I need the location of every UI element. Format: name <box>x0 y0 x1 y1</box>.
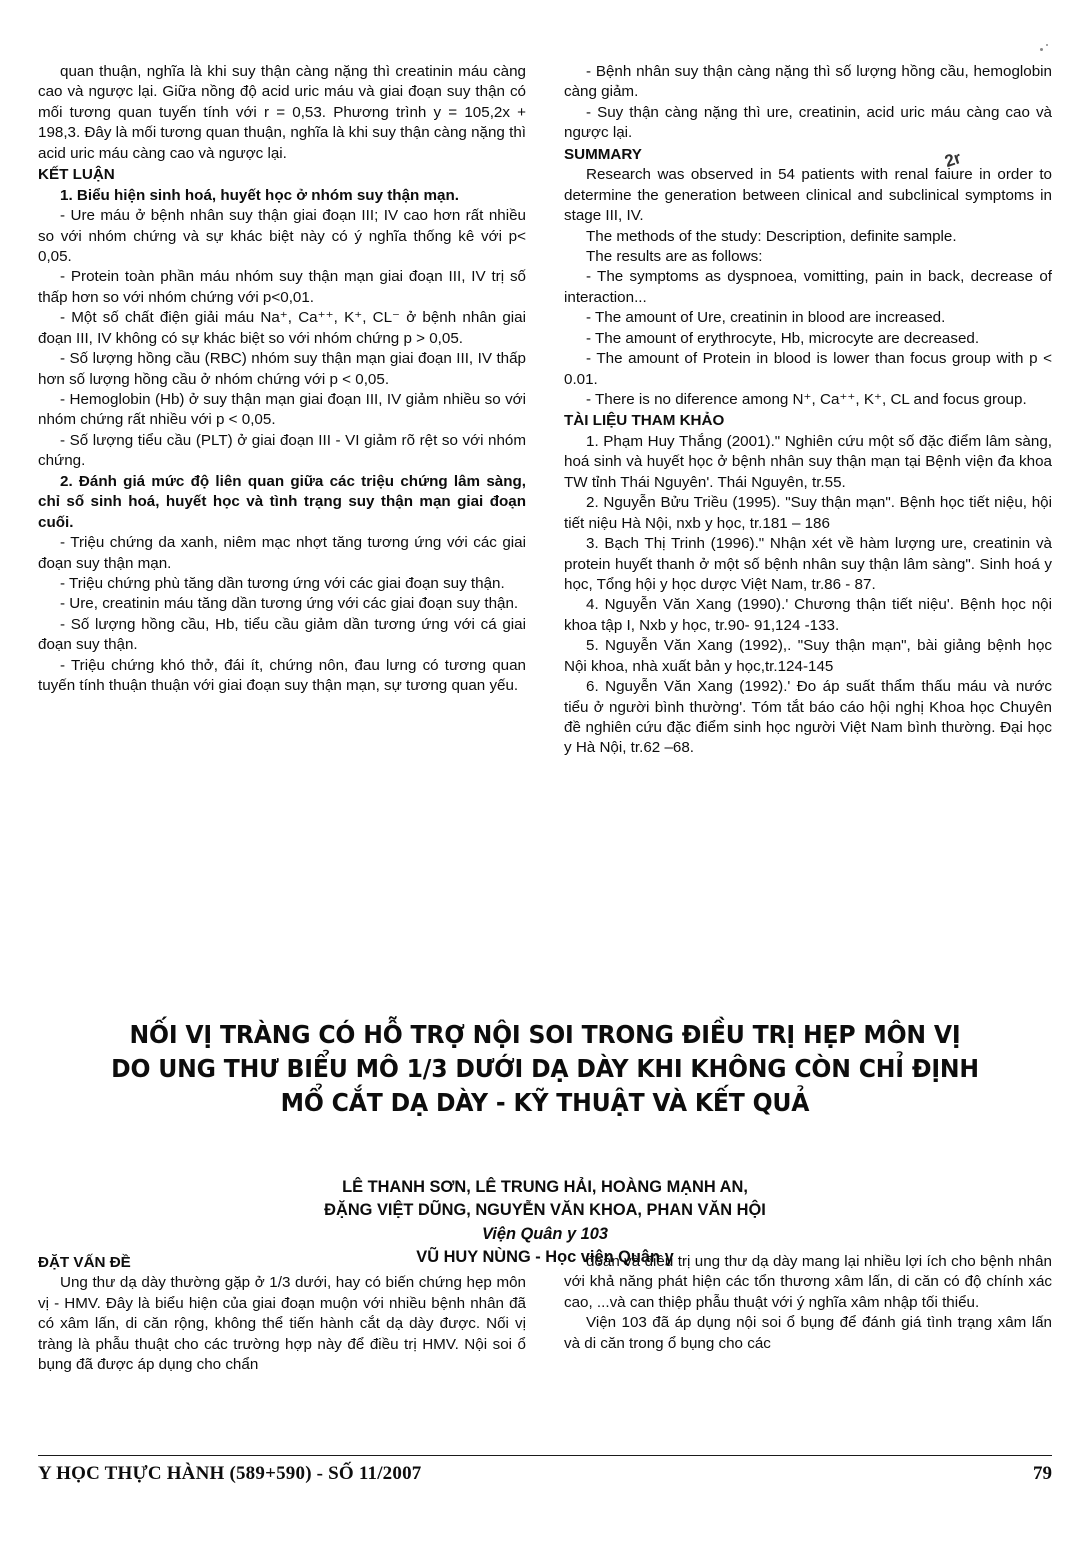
article-title-line-2: DO UNG THƯ BIỂU MÔ 1/3 DƯỚI DẠ DÀY KHI KHÔNG CÒN CHỈ ĐỊNH <box>111 1053 979 1083</box>
reference-item: 1. Phạm Huy Thắng (2001)." Nghiên cứu một số đặc điểm lâm sàng, hoá sinh và huyết học ở bệnh nhân suy thận mạn tại Bệnh viện đa khoa TW tỉnh Thái Nguyên'. Thái Nguyên, tr.55. <box>564 432 1052 491</box>
reference-item: 5. Nguyễn Văn Xang (1992),. "Suy thận mạn", bài giảng bệnh học Nội khoa, nhà xuất bản y học,tr.124-145 <box>564 637 1052 675</box>
page-footer <box>38 1463 1052 1485</box>
handwritten-mark: 2r <box>942 148 964 172</box>
page-number: 79 <box>1033 1463 1052 1484</box>
list-item: - Protein toàn phần máu nhóm suy thận mạn giai đoạn III, IV trị số thấp hơn so với nhóm chứng với p<0,01. <box>38 268 526 306</box>
list-item: - Ure máu ở bệnh nhân suy thận giai đoạn III; IV cao hơn rất nhiều so với nhóm chứng và sự khác biệt này có ý nghĩa thống kê với p< 0,05. <box>38 207 526 265</box>
upper-two-column-body <box>38 62 1052 759</box>
reference-item: 6. Nguyễn Văn Xang (1992).' Đo áp suất thẩm thấu máu và nước tiểu ở người bình thường'. Tóm tắt báo cáo hội nghị Khoa học Chuyên đề nghiên cứu đặc điểm sinh học người Việt Nam bình thường. Đại học y Hà Nội, tr.62 –68. <box>564 678 1052 757</box>
summary-list-item: - The amount of erythrocyte, Hb, microcyte are decreased. <box>586 329 980 347</box>
heading-summary: SUMMARY <box>564 145 642 163</box>
lower-right-column <box>564 1252 1052 1376</box>
scan-speck <box>1040 48 1043 51</box>
paragraph-continuation: quan thuận, nghĩa là khi suy thận càng nặng thì creatinin máu càng cao và ngược lại. Giữa nồng độ acid uric máu và giai đoạn suy thận có mối tương quan tuyến tính với r = 0,53. Phương trình y = 105,2x + 198,3. Đây là mối tương quan thuận, nghĩa là khi suy thận càng nặng thì acid uric máu càng cao và ngược lại. <box>38 63 526 162</box>
article-title-line-3: MỔ CẮT DẠ DÀY - KỸ THUẬT VÀ KẾT QUẢ <box>280 1087 810 1117</box>
body-paragraph: Ung thư dạ dày thường gặp ở 1/3 dưới, hay có biến chứng hẹp môn vị - HMV. Đây là biểu hiện của giai đoạn muộn với nhiều bệnh nhân đã có xâm lấn, di căn rộng, không thể tiến hành cắt dạ dày được. Nối vị tràng là phẫu thuật cho các trường hợp này để điều trị HMV. Nội soi ổ bụng đã được áp dụng cho chẩn <box>38 1274 526 1374</box>
affiliation: Viện Quân y 103 <box>481 1224 609 1243</box>
list-item: - Suy thận càng nặng thì ure, creatinin, acid uric máu càng cao và ngược lại. <box>564 103 1052 142</box>
article-title <box>38 1018 1052 1119</box>
right-column <box>564 62 1052 759</box>
summary-list-item: - The symptoms as dyspnoea, vomitting, pain in back, decrease of interaction... <box>564 268 1052 306</box>
reference-item: 3. Bạch Thị Trinh (1996)." Nhận xét về hàm lượng ure, creatinin và protein huyết thanh ở một số bệnh nhân suy thận lâm sàng". Sinh hoá y học, Tổng hội y học dược Việt Nam, tr.86 - 87. <box>564 535 1052 593</box>
subheading-1: 1. Biểu hiện sinh hoá, huyết học ở nhóm suy thận mạn. <box>60 186 459 204</box>
footer-divider <box>38 1455 1052 1456</box>
list-item: - Số lượng hồng cầu, Hb, tiểu cầu giảm dần tương ứng với cá giai đoạn suy thận. <box>38 615 526 654</box>
subheading-2: 2. Đánh giá mức độ liên quan giữa các triệu chứng lâm sàng, chỉ số sinh hoá, huyết học và tình trạng suy thận mạn giai đoạn cuối. <box>38 472 526 531</box>
journal-citation: Y HỌC THỰC HÀNH (589+590) - SỐ 11/2007 <box>38 1463 422 1484</box>
summary-paragraph: Research was observed in 54 patients with renal faiure in order to determine the generation between clinical and subclinical symptoms in stage III, IV. <box>564 166 1052 225</box>
author-line-2: ĐẶNG VIỆT DŨNG, NGUYỄN VĂN KHOA, PHAN VĂN HỘI <box>324 1201 766 1220</box>
heading-references: TÀI LIỆU THAM KHẢO <box>564 412 725 430</box>
author-line-1: LÊ THANH SƠN, LÊ TRUNG HẢI, HOÀNG MẠNH AN, <box>342 1178 748 1196</box>
list-item: - Một số chất điện giải máu Na⁺, Ca⁺⁺, K⁺, CL⁻ ở bệnh nhân giai đoạn III, IV không có sự khác biệt so với nhóm chứng p > 0,05. <box>38 309 526 347</box>
summary-list-item: - The amount of Protein in blood is lower than focus group with p < 0.01. <box>564 350 1052 388</box>
list-item: - Triệu chứng khó thở, đái ít, chứng nôn, đau lưng có tương quan tuyến tính thuận thuận với giai đoạn suy thận mạn, sự tương quan yếu. <box>38 656 526 695</box>
summary-paragraph: The results are as follows: <box>586 247 763 265</box>
body-paragraph: đoán và điều trị ung thư dạ dày mang lại nhiều lợi ích cho bệnh nhân với khả năng phát hiện các tổn thương xâm lấn, di căn có độ chính xác cao, ...và can thiệp phẫu thuật với ý nghĩa xâm nhập tối thiểu. <box>564 1253 1052 1311</box>
body-paragraph: Viện 103 đã áp dụng nội soi ổ bụng để đánh giá tình trạng xâm lấn và di căn trong ổ bụng cho các <box>564 1314 1052 1352</box>
list-item: - Bệnh nhân suy thận càng nặng thì số lượng hồng cầu, hemoglobin càng giảm. <box>564 63 1052 101</box>
left-column <box>38 62 526 759</box>
author-line-3: VŨ HUY NÙNG - Học viện Quân y <box>416 1247 674 1266</box>
heading-ket-luan: KẾT LUẬN <box>38 166 115 184</box>
lower-left-column <box>38 1252 526 1376</box>
reference-item: 4. Nguyễn Văn Xang (1990).' Chương thận tiết niệu'. Bệnh học nội khoa tập I, Nxb y học, tr.90- 91,124 -133. <box>564 596 1052 634</box>
list-item: - Ure, creatinin máu tăng dần tương ứng với các giai đoạn suy thận. <box>60 595 519 613</box>
summary-list-item: - There is no diference among N⁺, Ca⁺⁺, K⁺, CL and focus group. <box>586 391 1027 408</box>
list-item: - Số lượng tiểu cầu (PLT) ở giai đoạn III - VI giảm rõ rệt so với nhóm chứng. <box>38 431 526 470</box>
list-item: - Hemoglobin (Hb) ở suy thận mạn giai đoạn III, IV giảm nhiều so với nhóm chứng rất nhiều với p < 0,05. <box>38 391 526 429</box>
summary-paragraph: The methods of the study: Description, definite sample. <box>586 227 957 245</box>
list-item: - Triệu chứng phù tăng dần tương ứng với các giai đoạn suy thận. <box>60 574 505 592</box>
summary-list-item: - The amount of Ure, creatinin in blood are increased. <box>586 309 946 327</box>
lower-two-column-body <box>38 1252 1052 1376</box>
list-item: - Số lượng hồng cầu (RBC) nhóm suy thận mạn giai đoạn III, IV thấp hơn số lượng hồng cầu ở nhóm chứng với p < 0,05. <box>38 350 526 388</box>
reference-item: 2. Nguyễn Bửu Triều (1995). "Suy thận mạn". Bệnh học tiết niệu, hội tiết niệu Hà Nội, nxb y học, tr.181 – 186 <box>564 494 1052 532</box>
list-item: - Triệu chứng da xanh, niêm mạc nhợt tăng tương ứng với các giai đoạn suy thận mạn. <box>38 534 526 572</box>
heading-dat-van-de: ĐẶT VẤN ĐỀ <box>38 1254 131 1271</box>
scan-speck <box>1046 44 1048 46</box>
article-title-line-1: NỐI VỊ TRÀNG CÓ HỖ TRỢ NỘI SOI TRONG ĐIỀU TRỊ HẸP MÔN VỊ <box>129 1020 961 1049</box>
